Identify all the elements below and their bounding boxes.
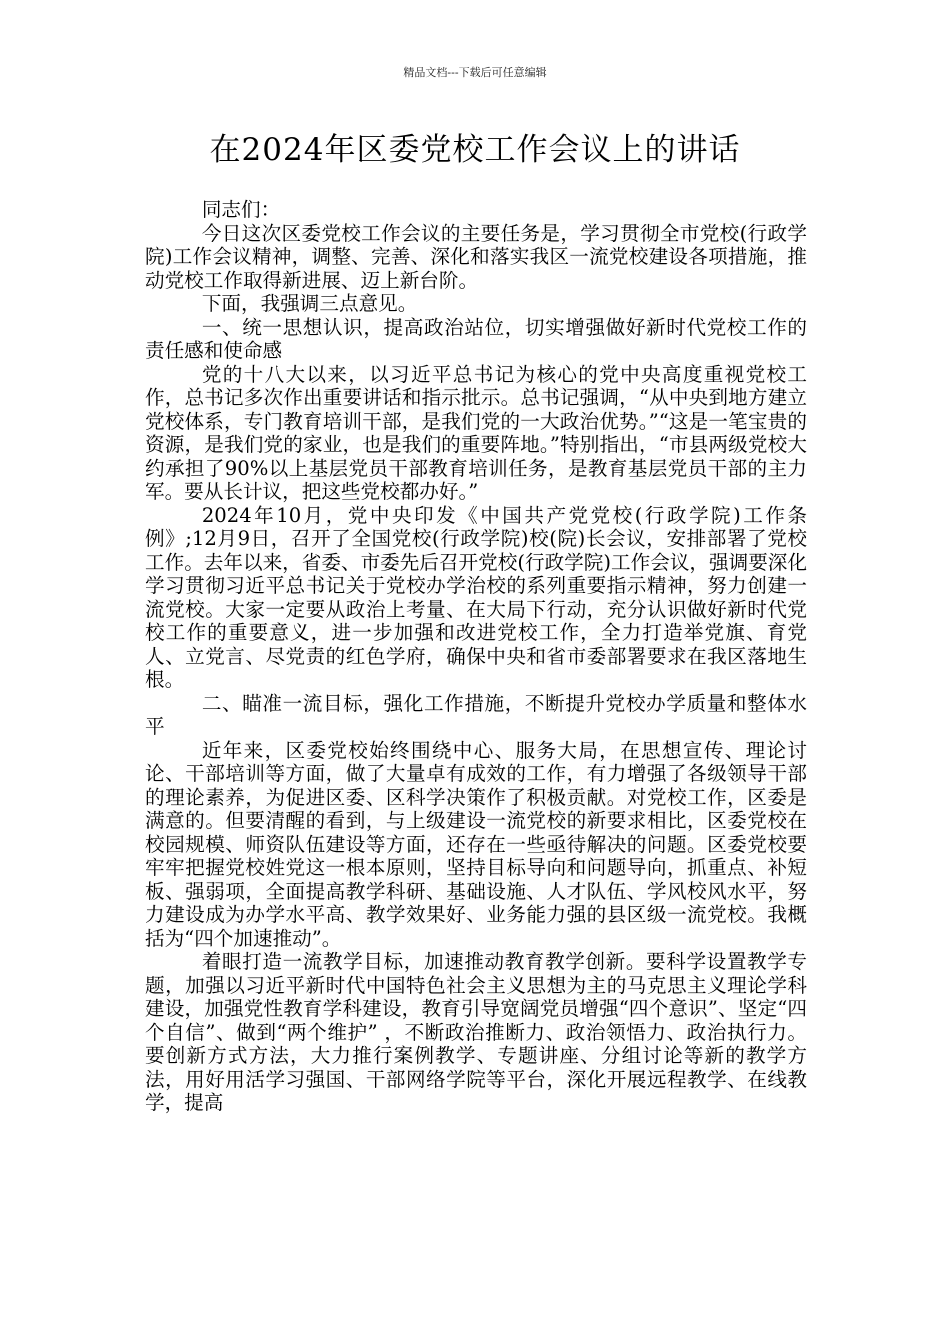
body-paragraph: 2024年10月，党中央印发《中国共产党党校(行政学院)工作条例》;12月9日，召开了全国党校(行政学院)校(院)长会议，安排部署了党校工作。去年以来，省委、市委先后召开党校(行政学院)工作会议，强调要深化学习贯彻习近平总书记关于党校办学治校的系列重要指示精神，努力创建一流党校。大家一定要从政治上考量、在大局下行动，充分认识做好新时代党校工作的重要意义，进一步加强和改进党校工作，全力打造举党旗、育党人、立党言、尽党责的红色学府，确保中央和省市委部署要求在我区落地生根。 bbox=[145, 503, 807, 691]
greeting-paragraph: 同志们： bbox=[201, 198, 281, 221]
header-note: 精品文档---下载后可任意编辑 bbox=[403, 66, 547, 79]
section-heading: 一、统一思想认识，提高政治站位，切实增强做好新时代党校工作的责任感和使命感 bbox=[145, 315, 807, 362]
body-paragraph: 党的十八大以来，以习近平总书记为核心的党中央高度重视党校工作，总书记多次作出重要讲话和指示批示。总书记强调，“从中央到地方建立党校体系，专门教育培训干部，是我们党的一大政治优势。”“这是一笔宝贵的资源，是我们党的家业，也是我们的重要阵地。”特别指出，“市县两级党校大约承担了90%以上基层党员干部教育培训任务，是教育基层党员干部的主力军。要从长计议，把这些党校都办好。” bbox=[145, 362, 807, 503]
document-body bbox=[145, 198, 807, 1115]
section-heading: 二、瞄准一流目标，强化工作措施，不断提升党校办学质量和整体水平 bbox=[145, 691, 807, 738]
document-title: 在2024年区委党校工作会议上的讲话 bbox=[209, 132, 741, 168]
body-paragraph: 下面，我强调三点意见。 bbox=[201, 292, 418, 315]
body-paragraph: 近年来，区委党校始终围绕中心、服务大局，在思想宣传、理论讨论、干部培训等方面，做了大量卓有成效的工作，有力增强了各级领导干部的理论素养，为促进区委、区科学决策作了积极贡献。对党校工作，区委是满意的。但要清醒的看到，与上级建设一流党校的新要求相比，区委党校在校园规模、师资队伍建设等方面，还存在一些亟待解决的问题。区委党校要牢牢把握党校姓党这一根本原则，坚持目标导向和问题导向，抓重点、补短板、强弱项，全面提高教学科研、基础设施、人才队伍、学风校风水平，努力建设成为办学水平高、教学效果好、业务能力强的县区级一流党校。我概括为“四个加速推动”。 bbox=[145, 738, 807, 950]
body-paragraph: 今日这次区委党校工作会议的主要任务是，学习贯彻全市党校(行政学院)工作会议精神，调整、完善、深化和落实我区一流党校建设各项措施，推动党校工作取得新进展、迈上新台阶。 bbox=[145, 221, 807, 292]
body-paragraph: 着眼打造一流教学目标，加速推动教育教学创新。要科学设置教学专题，加强以习近平新时代中国特色社会主义思想为主的马克思主义理论学科建设，加强党性教育学科建设，教育引导宽阔党员增强“四个意识”、坚定“四个自信”、做到“两个维护” ，不断政治推断力、政治领悟力、政治执行力。要创新方式方法，大力推行案例教学、专题讲座、分组讨论等新的教学方法，用好用活学习强国、干部网络学院等平台，深化开展远程教学、在线教学，提高 bbox=[145, 950, 807, 1114]
